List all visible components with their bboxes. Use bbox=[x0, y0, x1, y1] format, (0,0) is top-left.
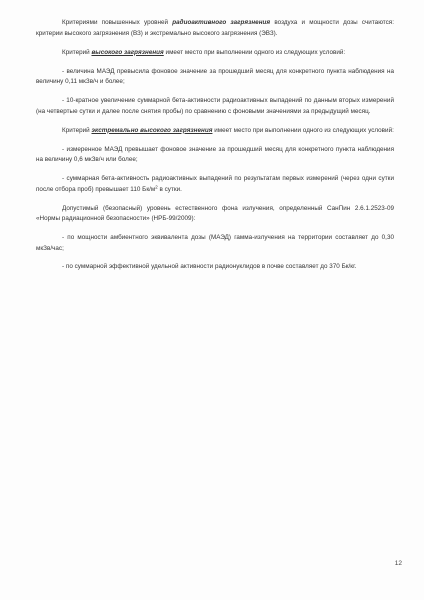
paragraph-soil-activity-limit: - по суммарной эффективной удельной активности радионуклидов в почве составляет до 370 Бк/кг. bbox=[62, 262, 357, 270]
emphasis-radioactive-contamination: радиоактивного загрязнения bbox=[172, 19, 271, 26]
paragraph-criteria-intro bbox=[36, 18, 394, 39]
paragraph-maed-condition-high: - величина МАЭД превысила фоновое значение за прошедший месяц для конкретного пункта наблюдения на величину 0,11 мкЗв/ч и более; bbox=[36, 67, 394, 86]
text: воздуха и мощности дозы считаются: критерии высокого загрязнения (ВЗ) и экстремально высокого загрязнения (ЭВЗ). bbox=[36, 19, 395, 37]
paragraph-beta-activity-condition-extreme bbox=[36, 174, 394, 195]
emphasis-high-contamination: высокого загрязнения bbox=[91, 48, 164, 56]
text: имеет место при выполнении одного из следующих условий: bbox=[212, 126, 394, 134]
page-number: 12 bbox=[394, 560, 402, 567]
text: имеет место при выполнении одного из следующих условий: bbox=[163, 48, 346, 56]
superscript: 2 bbox=[155, 184, 158, 190]
paragraph-maed-condition-extreme: - измеренное МАЭД превышает фоновое значение за прошедший месяц для конкретного пункта наблюдения на величину 0,6 мкЗв/ч или более; bbox=[36, 145, 394, 164]
paragraph-acceptable-level: Допустимый (безопасный) уровень естественного фона излучения, определенный СанПин 2.6.1.2523-09 «Нормы радиационной безопасности» (НРБ-99/2009): bbox=[36, 204, 394, 223]
text: Критериями повышенных уровней bbox=[62, 19, 173, 26]
paragraph-high-contamination bbox=[36, 48, 394, 59]
paragraph-maed-gamma-limit: - по мощности амбиентного эквивалента дозы (МАЭД) гамма-излучения на территории составляет до 0,30 мкЗв/час; bbox=[36, 234, 394, 253]
text: - суммарная бета-активность радиоактивных выпадений по результатам первых измерений (через одни сутки после отбора проб) превышает 110 Бк/м bbox=[36, 175, 394, 193]
text: Критерий bbox=[62, 126, 92, 134]
paragraph-beta-activity-condition-high: - 10-кратное увеличение суммарной бета-активности радиоактивных выпадений по данным вторых измерений (на четвертые сутки и далее после снятия пробы) по сравнению с фоновыми значениями за предыдущий месяц. bbox=[36, 97, 394, 115]
document-body bbox=[36, 18, 394, 281]
paragraph-extreme-contamination bbox=[36, 126, 394, 137]
emphasis-extreme-contamination: экстремально высокого загрязнения bbox=[91, 126, 213, 134]
text: в сутки. bbox=[157, 185, 182, 193]
text: Критерий bbox=[62, 48, 92, 56]
